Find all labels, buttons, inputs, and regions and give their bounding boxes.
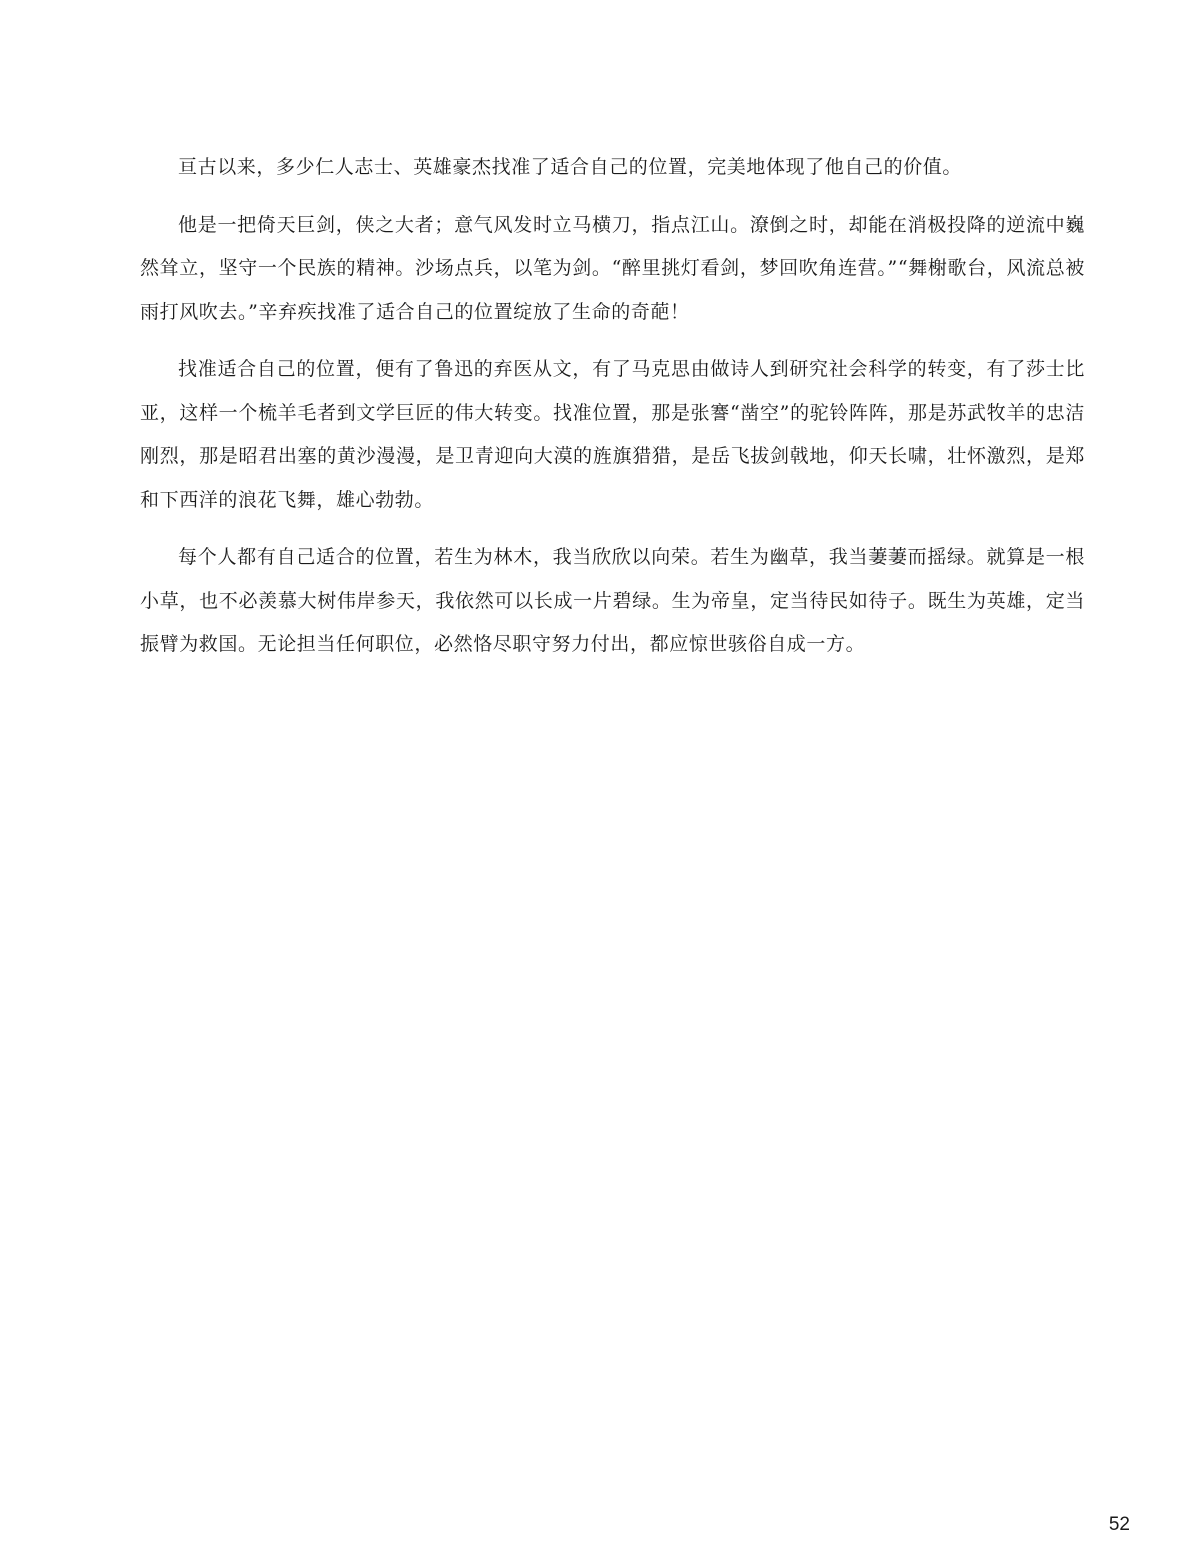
body-text <box>140 146 1085 681</box>
paragraph-3: 找准适合自己的位置，便有了鲁迅的弃医从文，有了马克思由做诗人到研究社会科学的转变，有了莎士比亚，这样一个梳羊毛者到文学巨匠的伟大转变。找准位置，那是张謇“凿空”的驼铃阵阵，那是苏武牧羊的忠洁刚烈，那是昭君出塞的黄沙漫漫，是卫青迎向大漠的旌旗猎猎，是岳飞拔剑戟地，仰天长啸，壮怀激烈，是郑和下西洋的浪花飞舞，雄心勃勃。 <box>140 358 1085 511</box>
page-number: 52 <box>1108 1514 1130 1535</box>
paragraph-4: 每个人都有自己适合的位置，若生为林木，我当欣欣以向荣。若生为幽草，我当萋萋而摇绿。就算是一根小草，也不必羡慕大树伟岸参天，我依然可以长成一片碧绿。生为帝皇，定当待民如待子。既生为英雄，定当振臂为救国。无论担当任何职位，必然恪尽职守努力付出，都应惊世骇俗自成一方。 <box>140 546 1085 655</box>
paragraph-2: 他是一把倚天巨剑，侠之大者；意气风发时立马横刀，指点江山。潦倒之时，却能在消极投降的逆流中巍然耸立，坚守一个民族的精神。沙场点兵，以笔为剑。“醉里挑灯看剑，梦回吹角连营。”“舞榭歌台，风流总被雨打风吹去。”辛弃疾找准了适合自己的位置绽放了生命的奇葩！ <box>140 213 1085 323</box>
paragraph-1: 亘古以来，多少仁人志士、英雄豪杰找准了适合自己的位置，完美地体现了他自己的价值。 <box>178 156 963 178</box>
